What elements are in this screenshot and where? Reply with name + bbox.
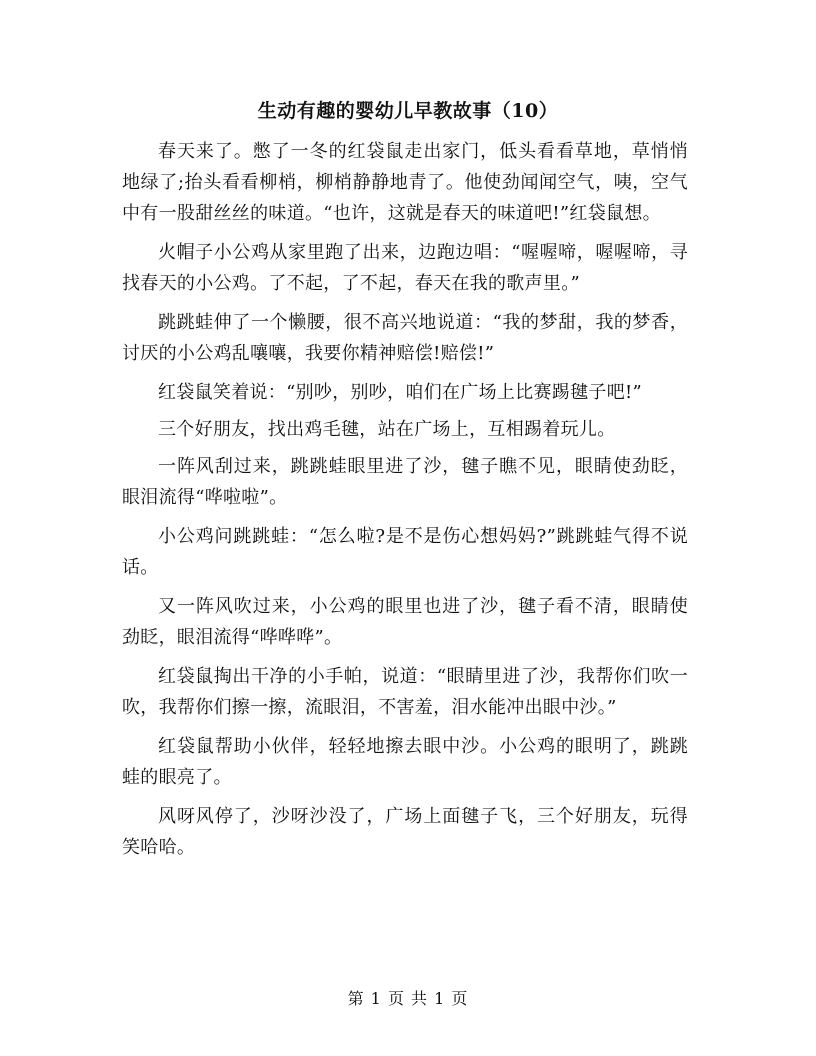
document-body <box>122 136 688 871</box>
paragraph: 风呀风停了，沙呀沙没了，广场上面毽子飞，三个好朋友，玩得笑哈哈。 <box>122 806 688 858</box>
paragraph: 小公鸡问跳跳蛙：“怎么啦?是不是伤心想妈妈?”跳跳蛙气得不说话。 <box>122 526 688 578</box>
paragraph: 一阵风刮过来，跳跳蛙眼里进了沙，毽子瞧不见，眼睛使劲眨，眼泪流得“哗啦啦”。 <box>122 456 688 508</box>
page-footer: 第 1 页 共 1 页 <box>347 989 469 1008</box>
paragraph: 红袋鼠笑着说：“别吵，别吵，咱们在广场上比赛踢毽子吧!” <box>158 382 643 403</box>
paragraph: 跳跳蛙伸了一个懒腰，很不高兴地说道：“我的梦甜，我的梦香，讨厌的小公鸡乱嚷嚷，我要你精神赔偿!赔偿!” <box>122 312 688 364</box>
paragraph: 春天来了。憋了一冬的红袋鼠走出家门，低头看看草地，草悄悄地绿了;抬头看看柳梢，柳梢静静地青了。他使劲闻闻空气，咦，空气中有一股甜丝丝的味道。“也许，这就是春天的味道吧!”红袋鼠想。 <box>122 141 688 224</box>
paragraph: 三个好朋友，找出鸡毛毽，站在广场上，互相踢着玩儿。 <box>158 419 616 440</box>
document-title: 生动有趣的婴幼儿早教故事（10） <box>257 100 559 122</box>
paragraph: 红袋鼠掏出干净的小手帕，说道：“眼睛里进了沙，我帮你们吹一吹，我帮你们擦一擦，流眼泪，不害羞，泪水能冲出眼中沙。” <box>122 666 688 718</box>
paragraph: 火帽子小公鸡从家里跑了出来，边跑边唱：“喔喔啼，喔喔啼，寻找春天的小公鸡。了不起，了不起，春天在我的歌声里。” <box>122 242 688 294</box>
paragraph: 又一阵风吹过来，小公鸡的眼里也进了沙，毽子看不清，眼睛使劲眨，眼泪流得“哗哗哗”。 <box>122 596 688 648</box>
paragraph: 红袋鼠帮助小伙伴，轻轻地擦去眼中沙。小公鸡的眼明了，跳跳蛙的眼亮了。 <box>122 736 688 788</box>
